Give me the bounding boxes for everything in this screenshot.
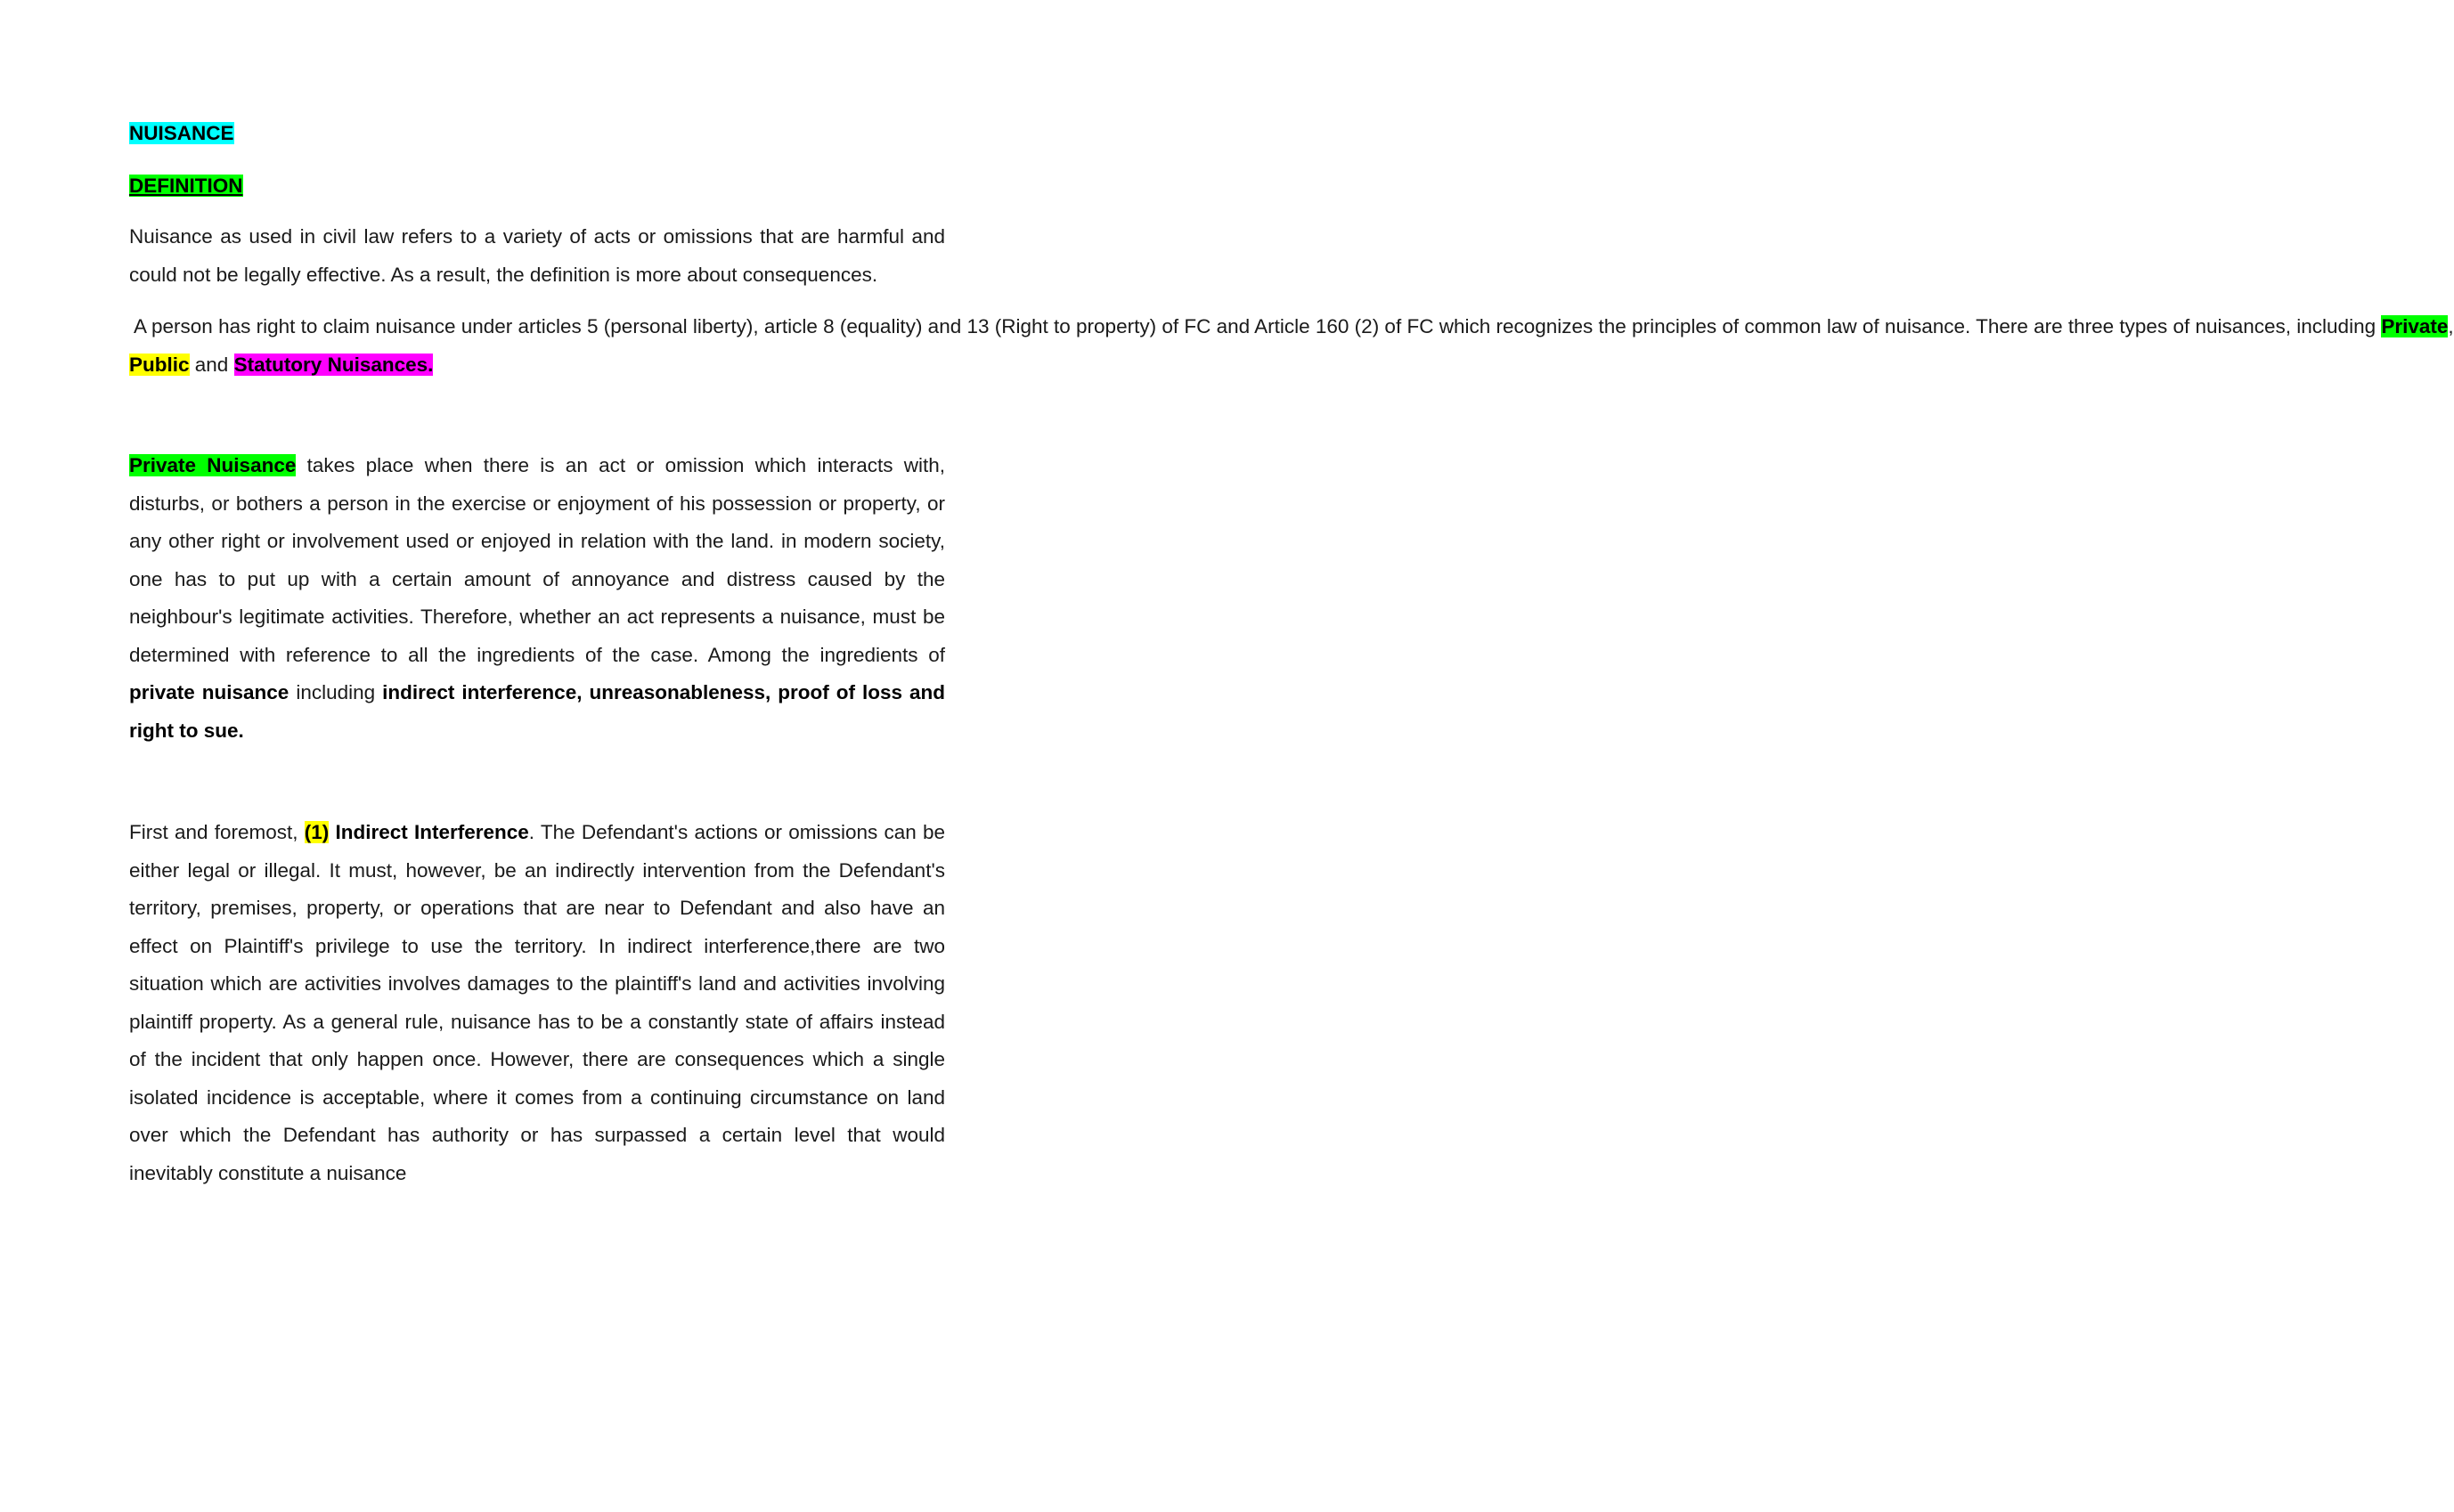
definition-paragraph: Nuisance as used in civil law refers to a variety of acts or omissions that are harmful and could not be legally effective. As a result, the definition is more about consequences. [129, 225, 945, 286]
private-nuisance-bold: private nuisance [129, 681, 289, 703]
section-heading-text: DEFINITION [129, 175, 243, 197]
intro-text: First and foremost, [129, 821, 305, 843]
private-term: Private [2381, 315, 2449, 337]
private-nuisance-term: Private Nuisance [129, 454, 297, 476]
statutory-term: Statutory Nuisances. [233, 353, 434, 376]
rights-text: A person has right to claim nuisance under articles 5 (personal liberty), article 8 (equality) and 13 (Right to property) of FC and Article 160 (2) of FC which recognizes the principles of common law of nuisance. There are three types of nuisances, including [129, 315, 2382, 337]
private-nuisance-paragraph [129, 447, 945, 750]
and-text: and [189, 353, 234, 376]
document-page [129, 120, 2454, 1192]
item-number: (1) [304, 821, 330, 843]
title-text: NUISANCE [129, 122, 234, 144]
section-heading [129, 173, 945, 199]
private-nuisance-text: takes place when there is an act or omission which interacts with, disturbs, or bothers a person in the exercise or enjoyment of his possession or property, or any other right or involvement used or enjoyed in relation with the land. in modern society, one has to put up with a certain amount of annoyance and distress caused by the neighbour's legitimate activities. Therefore, whether an act represents a nuisance, must be determined with reference to all the ingredients of the case. Among the ingredients of [129, 454, 945, 666]
public-term: Public [129, 353, 190, 376]
indirect-interference-term: Indirect Interference [335, 821, 529, 843]
indirect-interference-paragraph [129, 814, 945, 1192]
document-title [129, 120, 945, 147]
rights-paragraph [129, 308, 2454, 384]
indirect-interference-text: . The Defendant's actions or omissions can be either legal or illegal. It must, however, be an indirectly intervention from the Defendant's territory, premises, property, or operations that are near to Defendant and also have an effect on Plaintiff's privilege to use the territory. In indirect interference,there are two situation which are activities involves damages to the plaintiff's land and activities involving plaintiff property. As a general rule, nuisance has to be a constantly state of affairs instead of the incident that only happen once. However, there are consequences which a single isolated incidence is acceptable, where it comes from a continuing circumstance on land over which the Defendant has authority or has surpassed a certain level that would inevitably constitute a nuisance [129, 821, 945, 1184]
including-text: including [289, 681, 383, 703]
ingredients-list: indirect interference, unreasonableness, proof of loss and right to sue. [129, 681, 945, 742]
comma-text: , [2448, 315, 2454, 337]
